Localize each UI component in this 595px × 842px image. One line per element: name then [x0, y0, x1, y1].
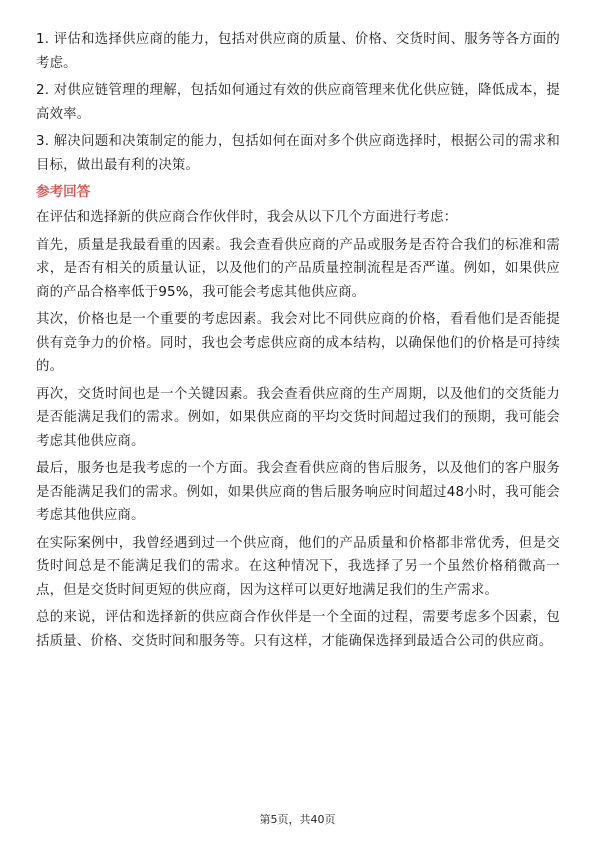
answer-paragraph-quality: 首先，质量是我最看重的因素。我会查看供应商的产品或服务是否符合我们的标准和需求，是否有相关的质量认证，以及他们的产品质量控制流程是否严谨。例如，如果供应商的产品合格率低于95%，我可能会考虑其他供应商。: [36, 237, 560, 300]
answer-paragraph-case: 在实际案例中，我曾经遇到过一个供应商，他们的产品质量和价格都非常优秀，但是交货时间总是不能满足我们的需求。在这种情况下，我选择了另一个虽然价格稍微高一点，但是交货时间更短的供应商，因为这样可以更好地满足我们的生产需求。: [36, 535, 560, 598]
answer-paragraph-summary: 总的来说，评估和选择新的供应商合作伙伴是一个全面的过程，需要考虑多个因素，包括质量、价格、交货时间和服务等。只有这样，才能确保选择到最适合公司的供应商。: [36, 610, 560, 649]
document-page: [36, 28, 560, 657]
answer-paragraph-delivery: 再次，交货时间也是一个关键因素。我会查看供应商的生产周期，以及他们的交货能力是否能满足我们的需求。例如，如果供应商的平均交货时间超过我们的预期，我可能会考虑其他供应商。: [36, 386, 560, 449]
answer-paragraph-service: 最后，服务也是我考虑的一个方面。我会查看供应商的售后服务，以及他们的客户服务是否能满足我们的需求。例如，如果供应商的售后服务响应时间超过48小时，我可能会考虑其他供应商。: [36, 461, 560, 523]
question-item-1: 1. 评估和选择供应商的能力，包括对供应商的质量、价格、交货时间、服务等各方面的考虑。: [36, 32, 560, 71]
question-item-3: 3. 解决问题和决策制定的能力，包括如何在面对多个供应商选择时，根据公司的需求和目标，做出最有利的决策。: [36, 134, 560, 173]
question-item-2: 2. 对供应链管理的理解，包括如何通过有效的供应商管理来优化供应链，降低成本，提高效率。: [36, 83, 560, 122]
page-number-footer: 第5页，共40页: [259, 813, 336, 826]
answer-intro: 在评估和选择新的供应商合作伙伴时，我会从以下几个方面进行考虑：: [36, 210, 458, 225]
answer-paragraph-price: 其次，价格也是一个重要的考虑因素。我会对比不同供应商的价格，看看他们是否能提供有竞争力的价格。同时，我也会考虑供应商的成本结构，以确保他们的价格是可持续的。: [36, 312, 560, 374]
answer-section-title: 参考回答: [36, 184, 91, 200]
